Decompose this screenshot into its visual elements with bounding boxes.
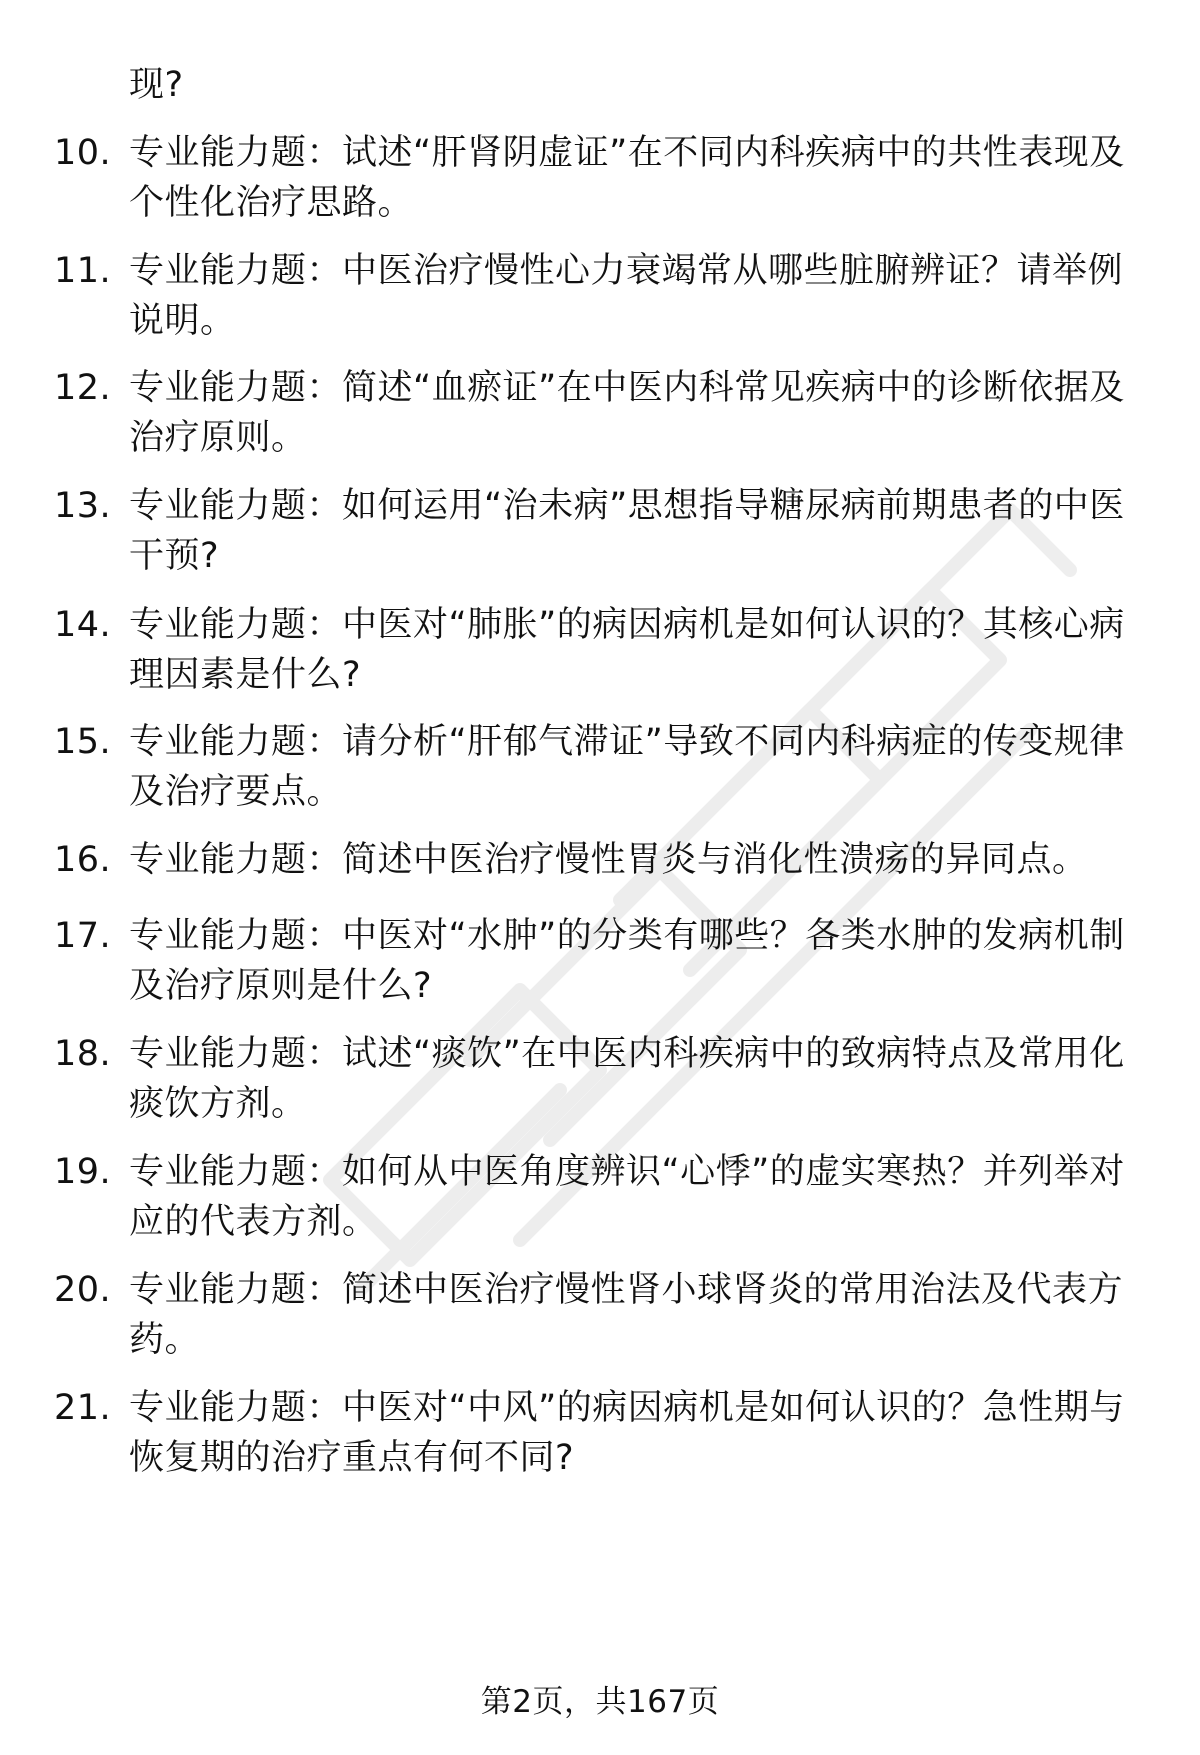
- question-text: 专业能力题：简述中医治疗慢性肾小球肾炎的常用治法及代表方药。: [129, 1270, 1124, 1360]
- question-text: 专业能力题：中医治疗慢性心力衰竭常从哪些脏腑辨证？请举例说明。: [129, 251, 1124, 341]
- question-number: 16.: [54, 840, 112, 880]
- page-footer: 第2页，共167页: [480, 1684, 720, 1720]
- question-text: 专业能力题：中医对“水肿”的分类有哪些？各类水肿的发病机制及治疗原则是什么?: [129, 916, 1125, 1006]
- question-number: 13.: [54, 486, 112, 526]
- question-text: 专业能力题：中医对“肺胀”的病因病机是如何认识的？其核心病理因素是什么?: [129, 605, 1125, 695]
- question-number: 11.: [54, 251, 112, 291]
- question-number: 20.: [54, 1270, 112, 1310]
- question-text: 专业能力题：中医对“中风”的病因病机是如何认识的？急性期与恢复期的治疗重点有何不同?: [129, 1388, 1125, 1478]
- question-number: 12.: [54, 368, 112, 408]
- question-number: 14.: [54, 605, 112, 645]
- question-text: 专业能力题：请分析“肝郁气滞证”导致不同内科病症的传变规律及治疗要点。: [129, 722, 1125, 812]
- question-text: 专业能力题：试述“痰饮”在中医内科疾病中的致病特点及常用化痰饮方剂。: [129, 1034, 1125, 1124]
- question-text: 专业能力题：简述“血瘀证”在中医内科常见疾病中的诊断依据及治疗原则。: [129, 368, 1125, 458]
- question-number: 15.: [54, 722, 112, 762]
- question-text: 专业能力题：如何运用“治未病”思想指导糖尿病前期患者的中医干预?: [129, 486, 1125, 576]
- question-text: 专业能力题：如何从中医角度辨识“心悸”的虚实寒热？并列举对应的代表方剂。: [129, 1152, 1125, 1242]
- question-text: 专业能力题：简述中医治疗慢性胃炎与消化性溃疡的异同点。: [129, 840, 1088, 880]
- question-continuation: 现?: [129, 65, 184, 105]
- question-number: 19.: [54, 1152, 112, 1192]
- question-number: 18.: [54, 1034, 112, 1074]
- question-number: 17.: [54, 916, 112, 956]
- question-number: 21.: [54, 1388, 112, 1428]
- question-text: 专业能力题：试述“肝肾阴虚证”在不同内科疾病中的共性表现及个性化治疗思路。: [129, 133, 1125, 223]
- question-number: 10.: [54, 133, 112, 173]
